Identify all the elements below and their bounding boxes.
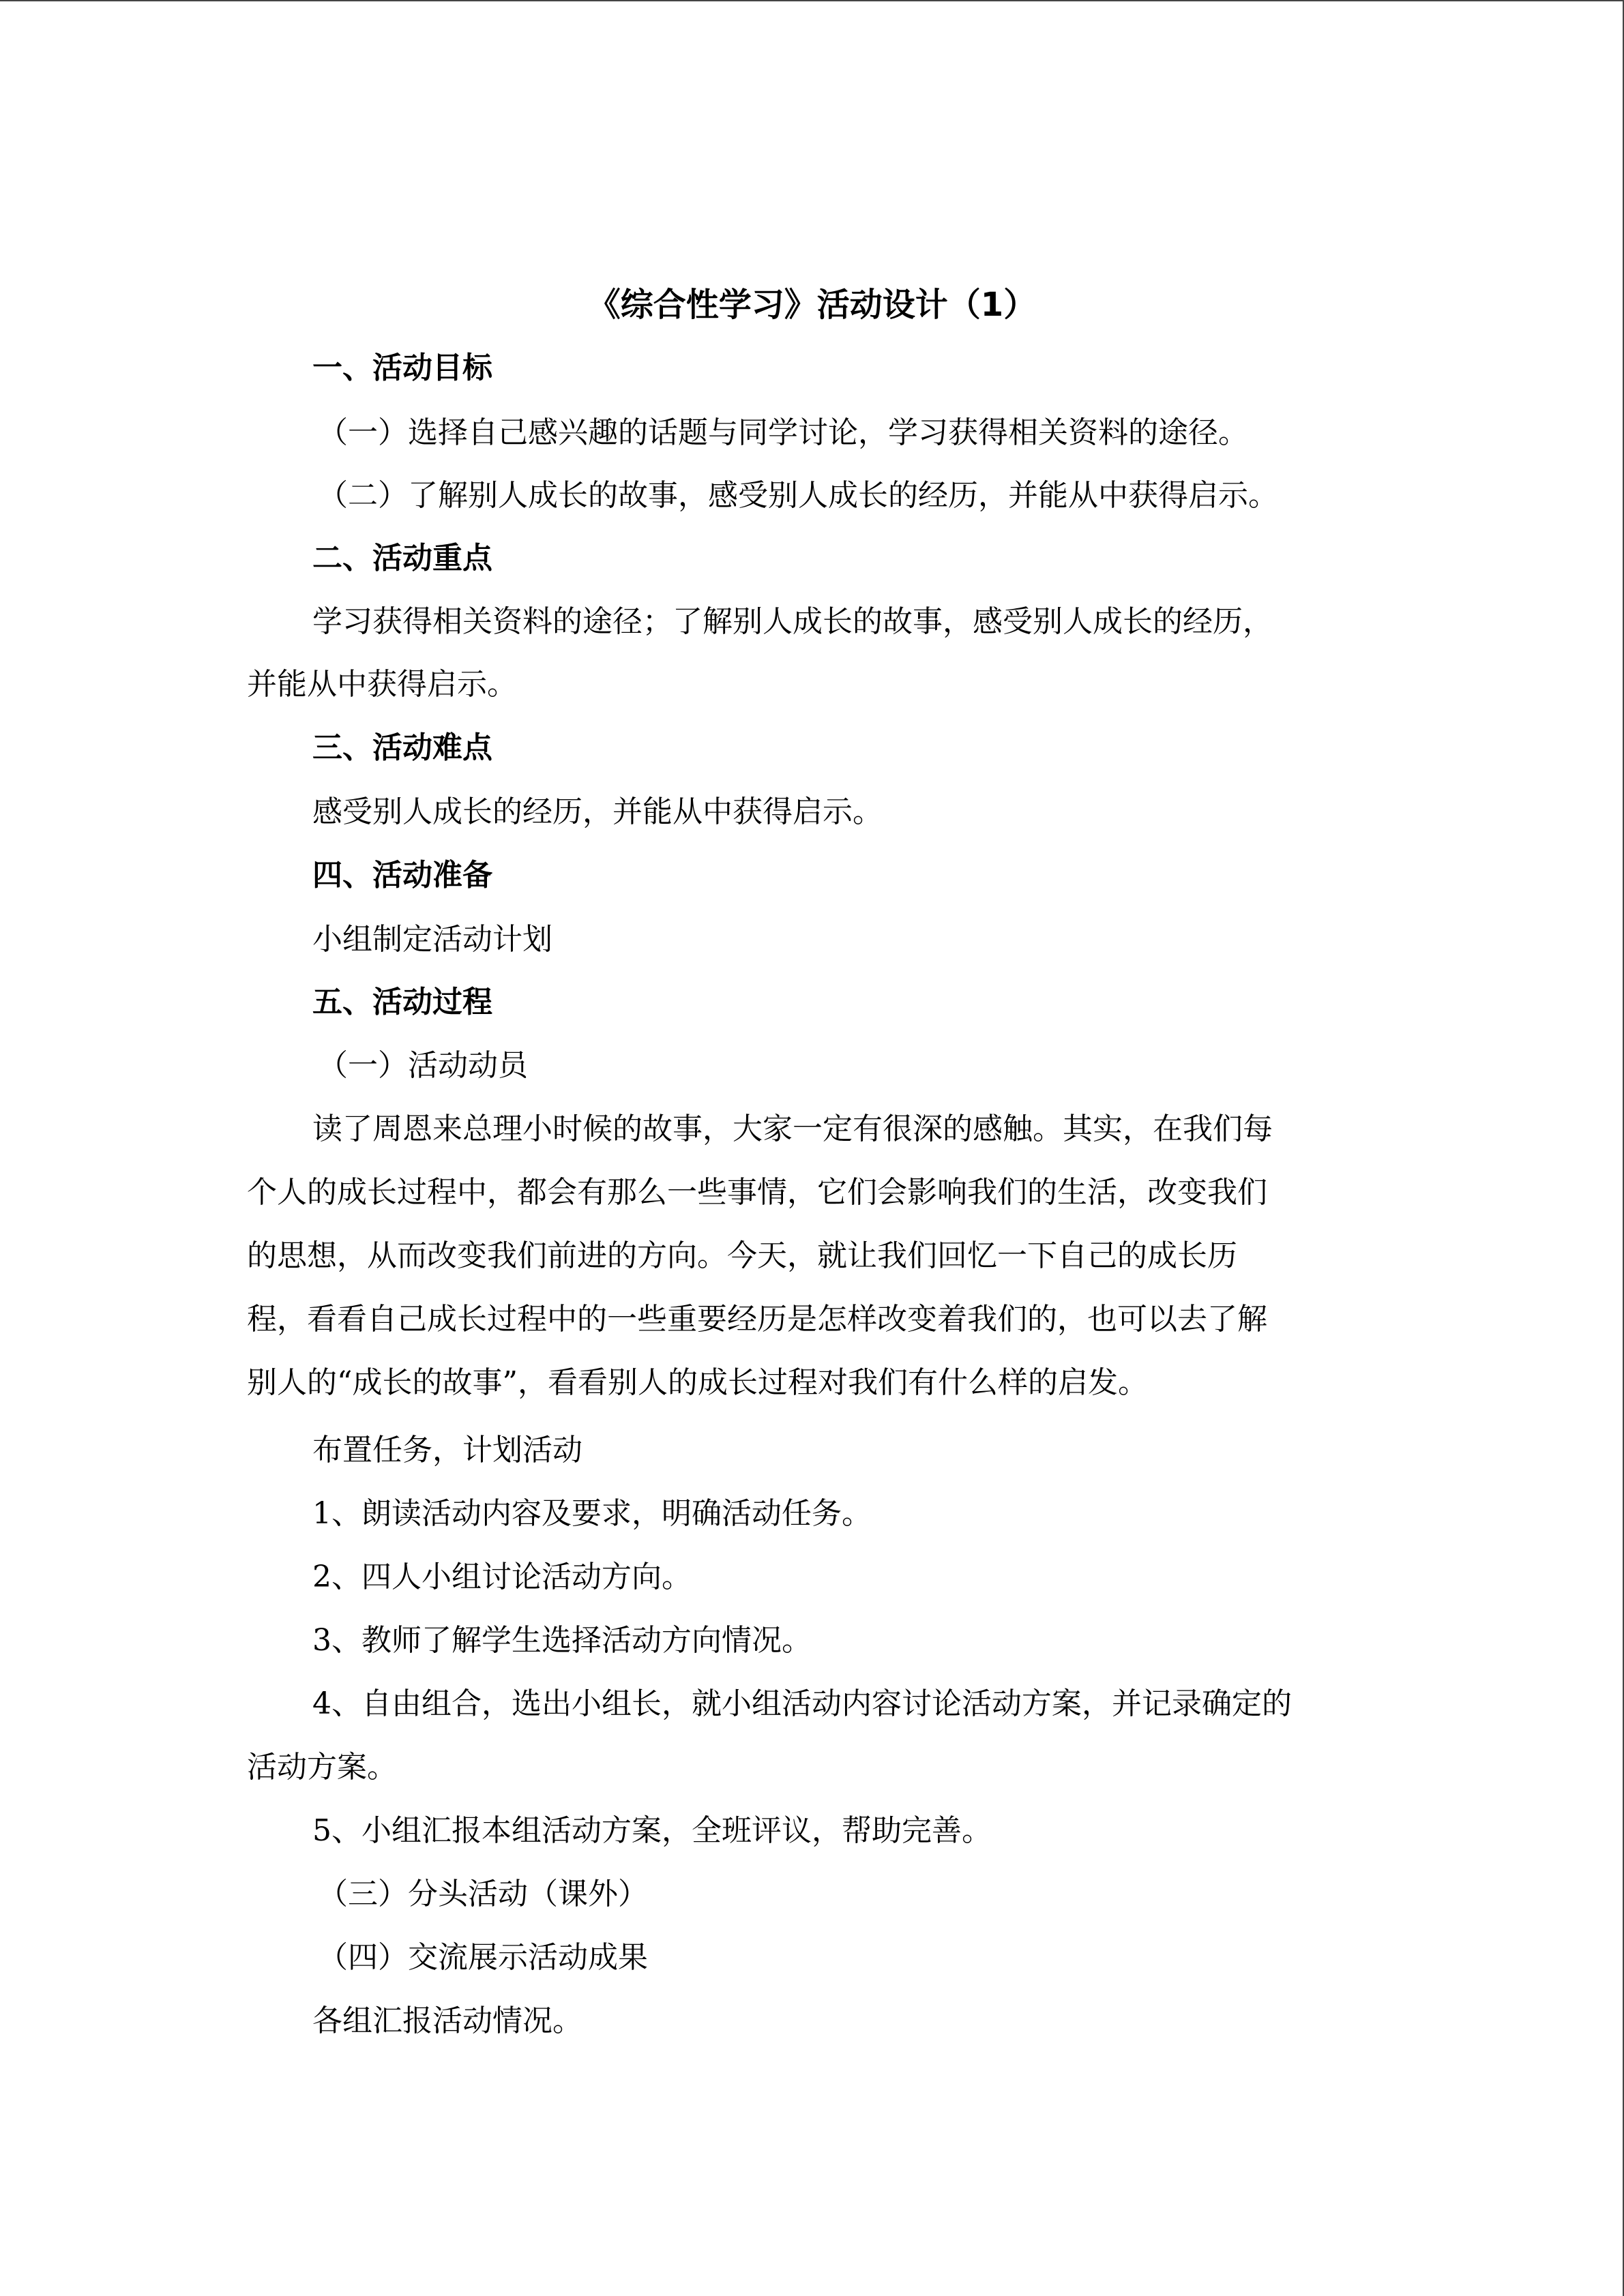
task-heading: 布置任务，计划活动 bbox=[312, 1433, 582, 1467]
section-heading-difficulty: 三、活动难点 bbox=[312, 730, 492, 765]
section-heading-objectives: 一、活动目标 bbox=[312, 351, 492, 385]
process-subheading-activities: （三）分头活动（课外） bbox=[318, 1877, 648, 1911]
step-5: 5、小组汇报本组活动方案，全班评议，帮助完善。 bbox=[312, 1813, 992, 1848]
mobilization-paragraph-line-1: 读了周恩来总理小时候的故事，大家一定有很深的感触。其实，在我们每 bbox=[312, 1112, 1273, 1146]
step-4-line-2: 活动方案。 bbox=[247, 1750, 397, 1785]
section-heading-preparation: 四、活动准备 bbox=[312, 858, 492, 893]
step-1: 1、朗读活动内容及要求，明确活动任务。 bbox=[312, 1496, 872, 1531]
focus-text-line-2: 并能从中获得启示。 bbox=[247, 667, 517, 702]
section-heading-focus: 二、活动重点 bbox=[312, 541, 492, 576]
preparation-text: 小组制定活动计划 bbox=[312, 922, 552, 957]
step-2: 2、四人小组讨论活动方向。 bbox=[312, 1560, 692, 1594]
mobilization-paragraph-line-2: 个人的成长过程中，都会有那么一些事情，它们会影响我们的生活，改变我们 bbox=[247, 1175, 1267, 1210]
section-heading-process: 五、活动过程 bbox=[312, 985, 492, 1019]
mobilization-paragraph-line-3: 的思想，从而改变我们前进的方向。今天，就让我们回忆一下自己的成长历 bbox=[247, 1238, 1237, 1273]
focus-text-line-1: 学习获得相关资料的途径；了解别人成长的故事，感受别人成长的经历， bbox=[312, 604, 1273, 639]
objective-item-1: （一）选择自己感兴趣的话题与同学讨论，学习获得相关资料的途径。 bbox=[318, 415, 1248, 450]
difficulty-text: 感受别人成长的经历，并能从中获得启示。 bbox=[312, 794, 883, 829]
process-subheading-showcase: （四）交流展示活动成果 bbox=[318, 1940, 648, 1975]
final-text: 各组汇报活动情况。 bbox=[312, 2003, 582, 2038]
step-3: 3、教师了解学生选择活动方向情况。 bbox=[312, 1623, 812, 1658]
mobilization-paragraph-line-4: 程，看看自己成长过程中的一些重要经历是怎样改变着我们的，也可以去了解 bbox=[247, 1302, 1267, 1337]
document-title: 《综合性学习》活动设计（1） bbox=[587, 286, 1037, 324]
mobilization-paragraph-line-5: 别人的“成长的故事”，看看别人的成长过程对我们有什么样的启发。 bbox=[247, 1365, 1148, 1400]
step-4-line-1: 4、自由组合，选出小组长，就小组活动内容讨论活动方案，并记录确定的 bbox=[312, 1686, 1292, 1721]
process-subheading-mobilization: （一）活动动员 bbox=[318, 1048, 528, 1083]
objective-item-2: （二）了解别人成长的故事，感受别人成长的经历，并能从中获得启示。 bbox=[318, 478, 1278, 513]
